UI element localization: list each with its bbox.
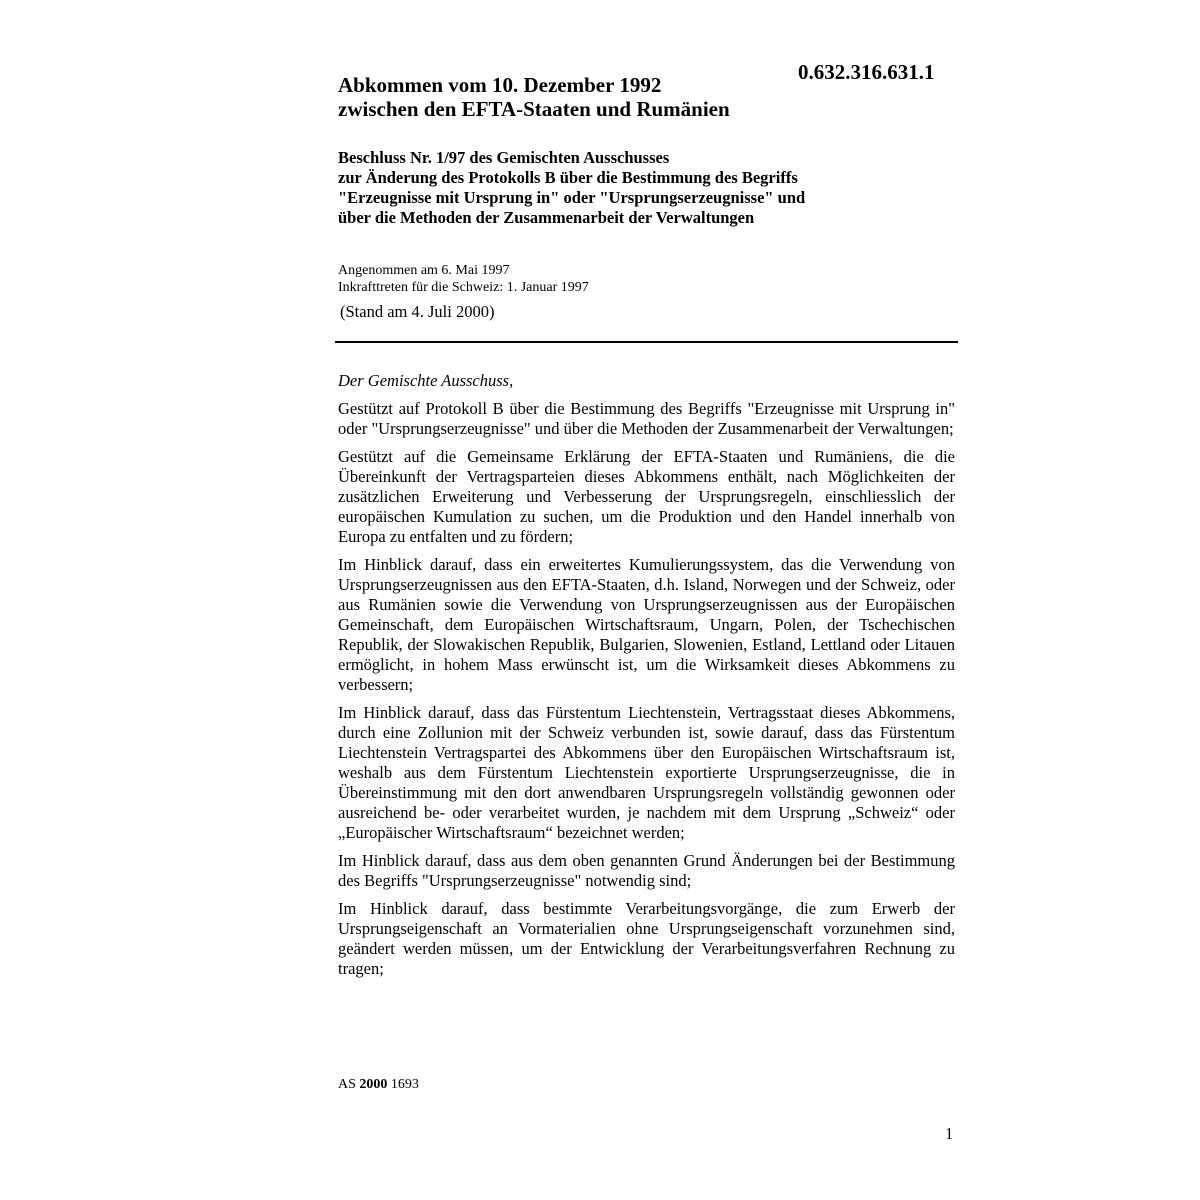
recital-paragraph: Gestützt auf die Gemeinsame Erklärung der EFTA-Staaten und Rumäniens, die die Übereinkunft der Vertragsparteien dieses Abkommens enthält, nach Möglichkeiten der zusätzlichen Erweiterung und Verbesserung der Ursprungsregeln, einschliesslich der europäischen Kumulation zu suchen, um die Produktion und den Handel innerhalb von Europa zu entfalten und zu fördern; bbox=[338, 447, 955, 546]
in-force-date: Inkrafttreten für die Schweiz: 1. Januar 1997 bbox=[338, 280, 589, 295]
recital-paragraph: Im Hinblick darauf, dass das Fürstentum Liechtenstein, Vertragsstaat dieses Abkommens, durch eine Zollunion mit der Schweiz verbunden ist, sowie darauf, dass das Fürstentum Liechtenstein Vertragspartei des Abkommens über den Europäischen Wirtschaftsraum ist, weshalb aus dem Fürstentum Liechtenstein exportierte Ursprungserzeugnisse, die in Übereinstimmung mit den dort anwendbaren Ursprungsregeln vollständig gewonnen oder ausreichend be- oder verarbeitet wurden, je nachdem mit dem Ursprung „Schweiz“ oder „Europäischer Wirtschaftsraum“ bezeichnet werden; bbox=[338, 703, 955, 842]
preamble: Der Gemischte Ausschuss, bbox=[338, 371, 514, 390]
official-compilation-reference bbox=[338, 1076, 419, 1093]
status-date: (Stand am 4. Juli 2000) bbox=[340, 302, 495, 321]
subtitle-line: Beschluss Nr. 1/97 des Gemischten Ausschusses bbox=[338, 148, 670, 167]
as-page: 1693 bbox=[390, 1077, 419, 1092]
recital-paragraph: Im Hinblick darauf, dass bestimmte Verarbeitungsvorgänge, die zum Erwerb der Ursprungseigenschaft an Vormaterialien ohne Ursprungseigenschaft vorzunehmen sind, geändert werden müssen, um der Entwicklung der Verarbeitungsverfahren Rechnung zu tragen; bbox=[338, 899, 955, 978]
adopted-date: Angenommen am 6. Mai 1997 bbox=[338, 263, 510, 278]
title-line: zwischen den EFTA-Staaten und Rumänien bbox=[338, 97, 730, 121]
document-body bbox=[338, 371, 955, 987]
page-number: 1 bbox=[945, 1124, 954, 1143]
recital-paragraph: Im Hinblick darauf, dass aus dem oben genannten Grund Änderungen bei der Bestimmung des Begriffs "Ursprungserzeugnisse" notwendig sind; bbox=[338, 851, 955, 890]
document-title bbox=[338, 73, 808, 121]
title-line: Abkommen vom 10. Dezember 1992 bbox=[338, 73, 662, 97]
recital-paragraph: Gestützt auf Protokoll B über die Bestimmung des Begriffs "Erzeugnisse mit Ursprung in" oder "Ursprungserzeugnisse" und über die Methoden der Zusammenarbeit der Verwaltungen; bbox=[338, 399, 955, 438]
header-divider bbox=[335, 341, 958, 343]
sr-number: 0.632.316.631.1 bbox=[798, 60, 935, 84]
subtitle-line: "Erzeugnisse mit Ursprung in" oder "Ursprungserzeugnisse" und bbox=[338, 188, 806, 207]
document-subtitle bbox=[338, 148, 958, 228]
document-dates bbox=[338, 262, 589, 296]
subtitle-line: zur Änderung des Protokolls B über die Bestimmung des Begriffs bbox=[338, 168, 798, 187]
as-year: 2000 bbox=[359, 1077, 388, 1092]
as-prefix: AS bbox=[338, 1077, 356, 1092]
subtitle-line: über die Methoden der Zusammenarbeit der Verwaltungen bbox=[338, 208, 755, 227]
recital-paragraph: Im Hinblick darauf, dass ein erweitertes Kumulierungssystem, das die Verwendung von Ursprungserzeugnissen aus den EFTA-Staaten, d.h. Island, Norwegen und der Schweiz, oder aus Rumänien sowie die Verwendung von Ursprungserzeugnissen aus der Europäischen Gemeinschaft, dem Europäischen Wirtschaftsraum, Ungarn, Polen, der Tschechischen Republik, der Slowakischen Republik, Bulgarien, Slowenien, Estland, Lettland oder Litauen ermöglicht, in hohem Mass erwünscht ist, um die Wirksamkeit dieses Abkommens zu verbessern; bbox=[338, 555, 955, 694]
